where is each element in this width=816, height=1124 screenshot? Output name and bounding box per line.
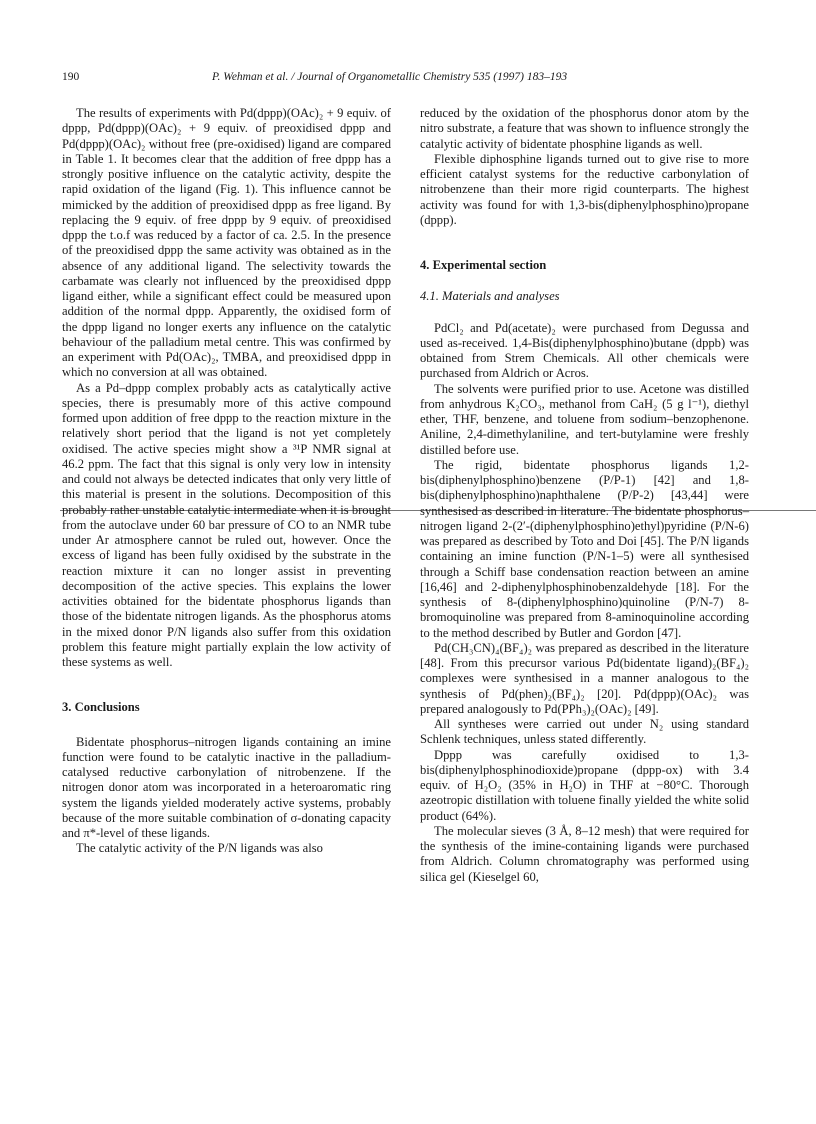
paragraph: Bidentate phosphorus–nitrogen ligands containing an imine function were found to be catalytic inactive in the palladium-catalysed reductive carbonylation of nitrobenzene. If the nitrogen donor atom was incorporated in a heteroaromatic ring system the ligands yielded moderately active systems, probably because of the more suitable combination of σ-donating capacity and π*-level of these ligands. — [62, 734, 391, 840]
page-header — [62, 71, 762, 89]
subsection-heading-materials: 4.1. Materials and analyses — [420, 289, 560, 304]
section-heading-experimental: 4. Experimental section — [420, 258, 547, 272]
paragraph: As a Pd–dppp complex probably acts as catalytically active species, there is presumably more of this active compound formed upon addition of free dppp to the reaction mixture in the relatively short period that the ligand is not yet completely oxidised. The active species might show a ³¹P NMR signal at 46.2 ppm. The fact that this signal is only very low in intensity and could not always be detected indicates that only very little of this material is present in the solutions. Decomposition of this probably rather unstable catalytic intermediate when it is brought from the autoclave under 60 bar pressure of CO to an NMR tube under Ar atmosphere cannot be ruled out, however. Once the excess of ligand has been fully oxidised by the substrate in the reaction mixture it can no longer assist in preventing decomposition of the active species. This explains the lower activities obtained for the bidentate phosphorus ligands than those of the bidentate nitrogen ligands. As the phosphorus atoms in the mixed donor P/N ligands also suffer from this oxidation problem this feature might partially explain the low activity of these systems as well. — [62, 380, 391, 669]
paragraph: The catalytic activity of the P/N ligands was also — [76, 841, 323, 856]
paragraph: reduced by the oxidation of the phosphorus donor atom by the nitro substrate, a feature that was shown to influence strongly the catalytic activity of bidentate phosphine ligands as well. — [420, 106, 749, 151]
paragraph: The molecular sieves (3 Å, 8–12 mesh) that were required for the synthesis of the imine-containing ligands were purchased from Aldrich. Column chromatography was performed using silica gel (Kieselgel 60, — [420, 823, 749, 884]
paragraph: PdCl₂ and Pd(acetate)₂ were purchased from Degussa and used as-received. 1,4-Bis(diphenylphosphino)butane (dppb) was obtained from Strem Chemicals. All other chemicals were purchased from Aldrich or Acros. — [420, 320, 749, 381]
paragraph: Dppp was carefully oxidised to 1,3-bis(diphenylphosphinodioxide)propane (dppp-ox) with 3.4 equiv. of H₂O₂ (35% in H₂O) in THF at −80°C. Thorough azeotropic distillation with toluene finally yielded the white solid product (64%). — [420, 747, 749, 823]
right-column — [420, 106, 749, 885]
paragraph: The solvents were purified prior to use. Acetone was distilled from anhydrous K₂CO₃, methanol from CaH₂ (5 g l⁻¹), diethyl ether, THF, benzene, and toluene from sodium–benzophenone. Aniline, 2,4-dimethylaniline, and tert-butylamine were freshly distilled before use. — [420, 381, 749, 457]
paragraph: Flexible diphosphine ligands turned out to give rise to more efficient catalyst systems for the reductive carbonylation of nitrobenzene than their more rigid counterparts. The highest activity was found for with 1,3-bis(diphenylphosphino)propane (dppp). — [420, 151, 749, 227]
paragraph: All syntheses were carried out under N₂ using standard Schlenk techniques, unless stated differently. — [420, 717, 749, 747]
page-number: 190 — [62, 71, 80, 83]
paragraph: The rigid, bidentate phosphorus ligands 1,2-bis(diphenylphosphino)benzene (P/P-1) [42] and 1,8-bis(diphenylphosphino)naphthalene (P/P-2) [43,44] were synthesised as described in literature. The bidentate phosphorus–nitrogen ligand 2-(2′-(diphenylphosphino)ethyl)pyridine (P/N-6) was prepared as described by Toto and Doi [45]. The P/N ligands containing an imine function (P/N-1–5) were all synthesised through a Schiff base condensation reaction between an amine [16,46] and 2-diphenylphosphinobenzaldehyde [18]. For the synthesis of 8-(diphenylphosphino)quinoline (P/N-7) 8-bromoquinoline was prepared from 8-aminoquinoline according to the method described by Butler and Gordon [47]. — [420, 457, 749, 640]
paragraph: The results of experiments with Pd(dppp)(OAc)₂ + 9 equiv. of dppp, Pd(dppp)(OAc)₂ + 9 equiv. of preoxidised dppp and Pd(dppp)(OAc)₂ without free (pre-oxidised) ligand are compared in Table 1. It becomes clear that the addition of free dppp has a strongly positive influence on the catalytic activity, despite the rapid oxidation of the ligand (Fig. 1). This influence cannot be mimicked by the addition of preoxidised dppp as free ligand. By replacing the 9 equiv. of free dppp by 9 equiv. of preoxidised dppp the t.o.f was reduced by a factor of ca. 2.5. In the presence of the preoxidised dppp the same activity was obtained as in the absence of any additional ligand. The selectivity towards the carbamate was clearly not influenced by the preoxidised dppp ligand either, while a significant effect could be measured upon addition of the normal dppp. Apparently, the oxidised form of the dppp ligand no longer exerts any influence on the catalytic behaviour of the palladium metal centre. This was confirmed by an experiment with Pd(OAc)₂, TMBA, and preoxidised dppp in which no conversion at all was obtained. — [62, 106, 391, 380]
paragraph: Pd(CH₃CN)₄(BF₄)₂ was prepared as described in the literature [48]. From this precursor various Pd(bidentate ligand)₂(BF₄)₂ complexes were synthesised in a manner analogous to the synthesis of Pd(phen)₂(BF₄)₂ [20]. Pd(dppp)(OAc)₂ was prepared analogously to Pd(PPh₃)₂(OAc)₂ [49]. — [420, 640, 749, 716]
running-title: P. Wehman et al. / Journal of Organometallic Chemistry 535 (1997) 183–193 — [212, 71, 568, 83]
section-heading-conclusions: 3. Conclusions — [62, 700, 140, 715]
left-column — [62, 106, 391, 857]
